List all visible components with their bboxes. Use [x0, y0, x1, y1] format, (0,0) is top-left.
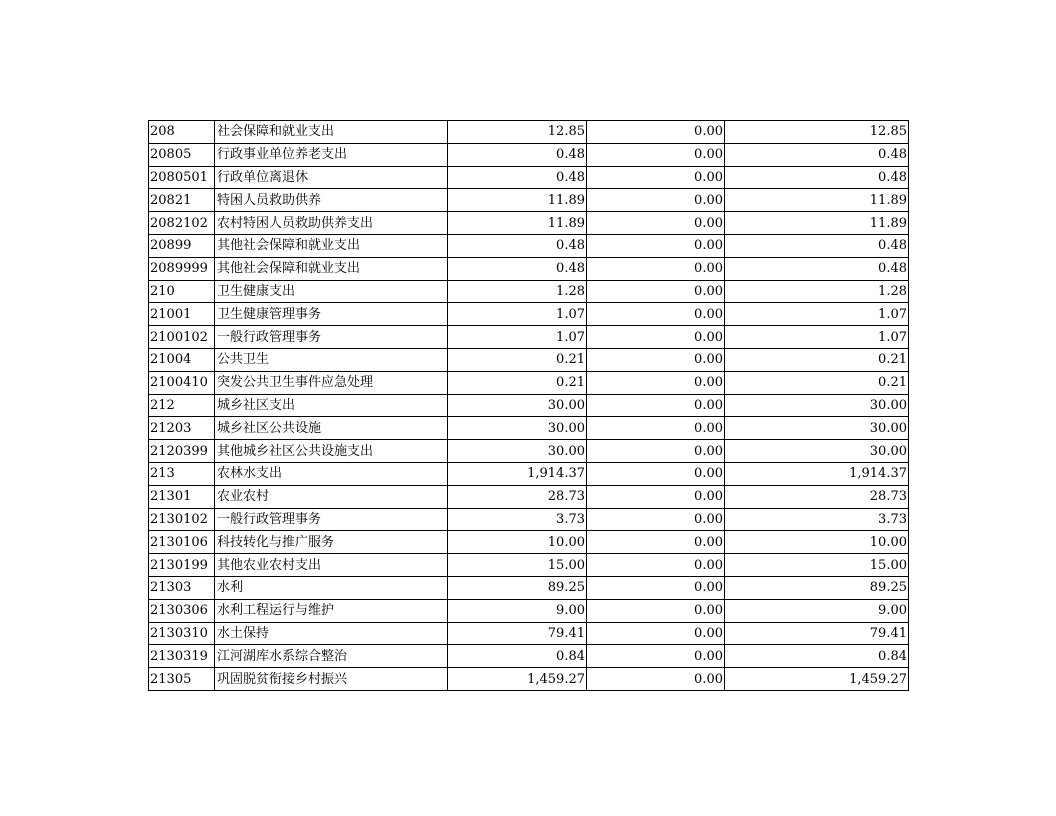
cell-amount-3: 1.07 — [725, 326, 909, 349]
cell-amount-3: 1,459.27 — [725, 668, 909, 691]
cell-name: 其他农业农村支出 — [215, 554, 448, 577]
cell-amount-1: 15.00 — [448, 554, 587, 577]
cell-amount-3: 0.48 — [725, 166, 909, 189]
cell-name: 农林水支出 — [215, 462, 448, 485]
cell-amount-3: 0.48 — [725, 257, 909, 280]
cell-amount-3: 3.73 — [725, 508, 909, 531]
cell-name: 城乡社区公共设施 — [215, 417, 448, 440]
cell-amount-3: 1.07 — [725, 303, 909, 326]
cell-amount-2: 0.00 — [587, 622, 725, 645]
cell-code: 21303 — [149, 576, 215, 599]
cell-amount-3: 10.00 — [725, 531, 909, 554]
table-row — [149, 599, 909, 622]
cell-code: 2130102 — [149, 508, 215, 531]
cell-name: 巩固脱贫衔接乡村振兴 — [215, 668, 448, 691]
cell-amount-2: 0.00 — [587, 485, 725, 508]
cell-name: 卫生健康管理事务 — [215, 303, 448, 326]
cell-amount-1: 0.48 — [448, 166, 587, 189]
table-row — [149, 485, 909, 508]
cell-name: 公共卫生 — [215, 348, 448, 371]
cell-code: 2130319 — [149, 645, 215, 668]
cell-code: 21305 — [149, 668, 215, 691]
cell-name: 其他城乡社区公共设施支出 — [215, 440, 448, 463]
cell-amount-2: 0.00 — [587, 531, 725, 554]
cell-amount-2: 0.00 — [587, 462, 725, 485]
cell-amount-3: 15.00 — [725, 554, 909, 577]
cell-amount-2: 0.00 — [587, 166, 725, 189]
table-row — [149, 303, 909, 326]
cell-name: 卫生健康支出 — [215, 280, 448, 303]
cell-amount-1: 0.21 — [448, 348, 587, 371]
cell-amount-3: 30.00 — [725, 394, 909, 417]
cell-amount-1: 1,459.27 — [448, 668, 587, 691]
cell-amount-2: 0.00 — [587, 394, 725, 417]
cell-name: 特困人员救助供养 — [215, 189, 448, 212]
table-row — [149, 622, 909, 645]
cell-amount-1: 0.84 — [448, 645, 587, 668]
cell-code: 21203 — [149, 417, 215, 440]
cell-amount-2: 0.00 — [587, 508, 725, 531]
cell-amount-2: 0.00 — [587, 212, 725, 235]
cell-code: 20805 — [149, 143, 215, 166]
cell-amount-2: 0.00 — [587, 280, 725, 303]
cell-amount-1: 1,914.37 — [448, 462, 587, 485]
table-row — [149, 531, 909, 554]
table-row — [149, 554, 909, 577]
table-row — [149, 462, 909, 485]
table-row — [149, 668, 909, 691]
table-row — [149, 280, 909, 303]
table-row — [149, 166, 909, 189]
cell-amount-2: 0.00 — [587, 576, 725, 599]
cell-name: 其他社会保障和就业支出 — [215, 234, 448, 257]
cell-amount-1: 0.48 — [448, 234, 587, 257]
cell-amount-3: 0.21 — [725, 348, 909, 371]
cell-amount-1: 3.73 — [448, 508, 587, 531]
cell-amount-3: 9.00 — [725, 599, 909, 622]
cell-amount-3: 30.00 — [725, 440, 909, 463]
cell-code: 2100102 — [149, 326, 215, 349]
cell-amount-2: 0.00 — [587, 257, 725, 280]
cell-amount-1: 10.00 — [448, 531, 587, 554]
cell-name: 行政单位离退休 — [215, 166, 448, 189]
cell-amount-2: 0.00 — [587, 303, 725, 326]
cell-amount-3: 11.89 — [725, 189, 909, 212]
table-row — [149, 417, 909, 440]
table-row — [149, 189, 909, 212]
cell-name: 行政事业单位养老支出 — [215, 143, 448, 166]
cell-code: 2080501 — [149, 166, 215, 189]
cell-amount-2: 0.00 — [587, 121, 725, 144]
cell-code: 213 — [149, 462, 215, 485]
cell-amount-2: 0.00 — [587, 440, 725, 463]
cell-code: 2082102 — [149, 212, 215, 235]
cell-amount-2: 0.00 — [587, 417, 725, 440]
cell-code: 2089999 — [149, 257, 215, 280]
cell-code: 2120399 — [149, 440, 215, 463]
cell-amount-3: 28.73 — [725, 485, 909, 508]
cell-amount-2: 0.00 — [587, 348, 725, 371]
cell-amount-3: 79.41 — [725, 622, 909, 645]
cell-amount-1: 79.41 — [448, 622, 587, 645]
cell-name: 江河湖库水系综合整治 — [215, 645, 448, 668]
cell-code: 2100410 — [149, 371, 215, 394]
table-row — [149, 326, 909, 349]
cell-amount-1: 0.21 — [448, 371, 587, 394]
cell-name: 一般行政管理事务 — [215, 326, 448, 349]
cell-amount-1: 30.00 — [448, 394, 587, 417]
cell-amount-3: 0.84 — [725, 645, 909, 668]
cell-amount-1: 30.00 — [448, 417, 587, 440]
cell-code: 2130310 — [149, 622, 215, 645]
cell-amount-1: 11.89 — [448, 212, 587, 235]
table-row — [149, 212, 909, 235]
cell-amount-3: 11.89 — [725, 212, 909, 235]
table-row — [149, 576, 909, 599]
cell-amount-1: 11.89 — [448, 189, 587, 212]
cell-code: 2130106 — [149, 531, 215, 554]
table-row — [149, 371, 909, 394]
table-row — [149, 348, 909, 371]
cell-code: 208 — [149, 121, 215, 144]
cell-code: 21004 — [149, 348, 215, 371]
table-body — [149, 121, 909, 691]
cell-amount-1: 0.48 — [448, 257, 587, 280]
cell-name: 突发公共卫生事件应急处理 — [215, 371, 448, 394]
cell-amount-1: 0.48 — [448, 143, 587, 166]
cell-amount-2: 0.00 — [587, 371, 725, 394]
cell-amount-1: 1.07 — [448, 326, 587, 349]
cell-amount-3: 0.48 — [725, 234, 909, 257]
cell-amount-2: 0.00 — [587, 143, 725, 166]
table-row — [149, 257, 909, 280]
cell-amount-3: 89.25 — [725, 576, 909, 599]
cell-code: 210 — [149, 280, 215, 303]
cell-amount-2: 0.00 — [587, 234, 725, 257]
cell-amount-1: 28.73 — [448, 485, 587, 508]
expenditure-table — [148, 120, 909, 691]
table-row — [149, 234, 909, 257]
cell-name: 一般行政管理事务 — [215, 508, 448, 531]
table-row — [149, 121, 909, 144]
cell-amount-2: 0.00 — [587, 599, 725, 622]
cell-name: 科技转化与推广服务 — [215, 531, 448, 554]
cell-amount-2: 0.00 — [587, 668, 725, 691]
table-row — [149, 143, 909, 166]
cell-code: 21301 — [149, 485, 215, 508]
cell-amount-1: 30.00 — [448, 440, 587, 463]
table-row — [149, 645, 909, 668]
table-row — [149, 440, 909, 463]
cell-code: 20821 — [149, 189, 215, 212]
cell-name: 水利 — [215, 576, 448, 599]
cell-amount-1: 9.00 — [448, 599, 587, 622]
table-row — [149, 508, 909, 531]
cell-name: 城乡社区支出 — [215, 394, 448, 417]
cell-code: 212 — [149, 394, 215, 417]
cell-name: 水土保持 — [215, 622, 448, 645]
cell-amount-3: 1.28 — [725, 280, 909, 303]
cell-amount-1: 1.07 — [448, 303, 587, 326]
cell-amount-3: 30.00 — [725, 417, 909, 440]
cell-name: 水利工程运行与维护 — [215, 599, 448, 622]
cell-amount-2: 0.00 — [587, 645, 725, 668]
cell-code: 20899 — [149, 234, 215, 257]
cell-code: 2130199 — [149, 554, 215, 577]
cell-amount-3: 0.48 — [725, 143, 909, 166]
cell-name: 农业农村 — [215, 485, 448, 508]
cell-name: 其他社会保障和就业支出 — [215, 257, 448, 280]
cell-amount-2: 0.00 — [587, 554, 725, 577]
cell-amount-3: 1,914.37 — [725, 462, 909, 485]
cell-name: 社会保障和就业支出 — [215, 121, 448, 144]
cell-amount-1: 1.28 — [448, 280, 587, 303]
table-row — [149, 394, 909, 417]
cell-amount-1: 89.25 — [448, 576, 587, 599]
cell-amount-1: 12.85 — [448, 121, 587, 144]
cell-code: 21001 — [149, 303, 215, 326]
cell-amount-2: 0.00 — [587, 189, 725, 212]
cell-name: 农村特困人员救助供养支出 — [215, 212, 448, 235]
cell-code: 2130306 — [149, 599, 215, 622]
cell-amount-3: 0.21 — [725, 371, 909, 394]
cell-amount-3: 12.85 — [725, 121, 909, 144]
cell-amount-2: 0.00 — [587, 326, 725, 349]
